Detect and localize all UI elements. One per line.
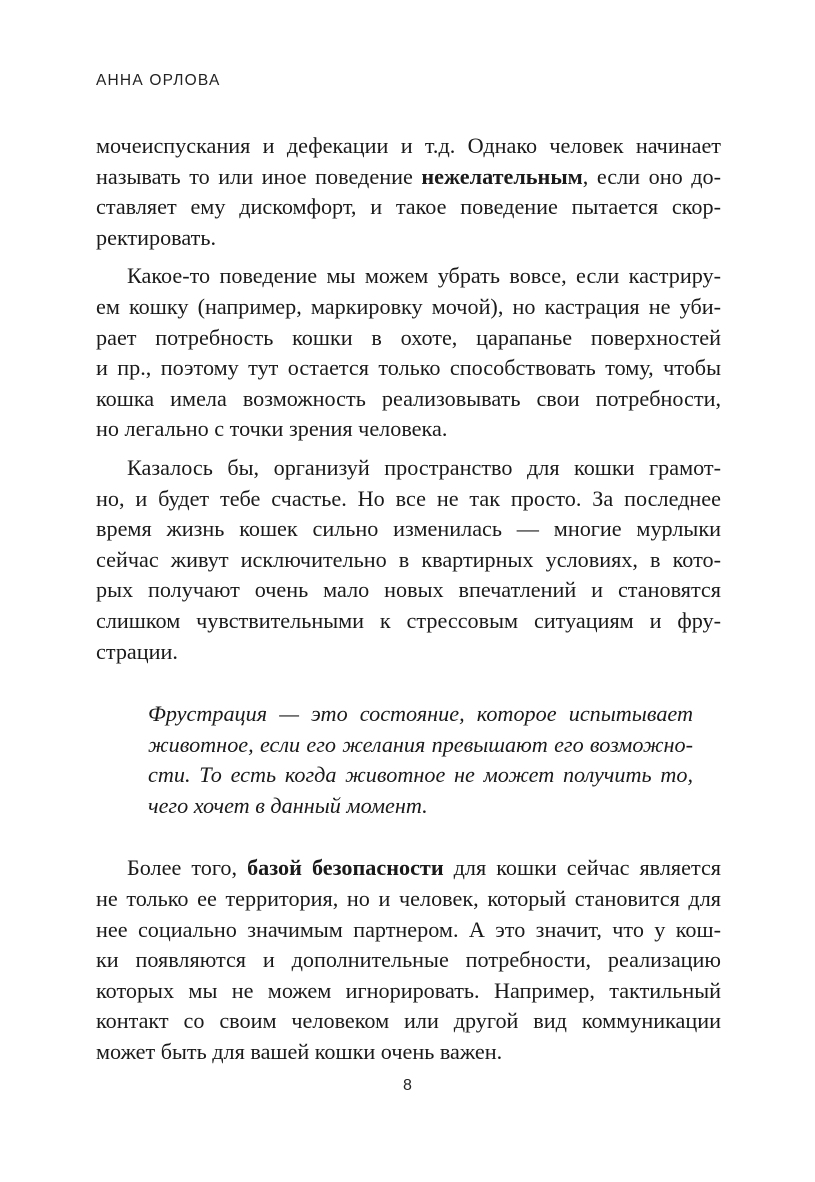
- text-line: [96, 853, 721, 884]
- text-line: может быть для вашей кошки очень важен.: [96, 1039, 503, 1065]
- text-line: [96, 162, 721, 193]
- text-line: время жизнь кошек сильно изменилась — многие мурлыки: [96, 516, 721, 542]
- text-line: которых мы не можем игнорировать. Например, тактильный: [96, 977, 721, 1003]
- text-line: мочеиспускания и дефекации и т.д. Однако человек начинает: [96, 133, 721, 158]
- text-line: нее социально значимым партнером. А это значит, что у кош-: [96, 916, 721, 942]
- emphasis-safety-base: базой безопасности: [247, 855, 444, 881]
- paragraph-3: [96, 453, 721, 667]
- quote-line: чего хочет в данный момент.: [148, 792, 428, 818]
- text-line: ем кошку (например, маркировку мочой), но кастрация не уби-: [96, 293, 721, 319]
- quote-line: животное, если его желания превышают его возможно-: [148, 731, 693, 757]
- text-line: ки появляются и дополнительные потребности, реализацию: [96, 947, 721, 973]
- text-fragment: , если оно до-: [582, 163, 722, 189]
- text-line: кошка имела возможность реализовывать свои потребности,: [96, 385, 721, 411]
- text-line: страции.: [96, 638, 178, 664]
- text-line: ректировать.: [96, 224, 217, 250]
- definition-quote: [148, 699, 693, 821]
- text-line: рых получают очень мало новых впечатлений и становятся: [96, 577, 721, 603]
- page-number: 8: [403, 1077, 412, 1094]
- running-head-author: АННА ОРЛОВА: [96, 72, 221, 89]
- text-line: и пр., поэтому тут остается только способствовать тому, чтобы: [96, 355, 721, 381]
- text-line: слишком чувствительными к стрессовым ситуациям и фру-: [96, 607, 721, 633]
- text-line: но, и будет тебе счастье. Но все не так просто. За последнее: [96, 485, 721, 511]
- text-line: Какое-то поведение мы можем убрать вовсе, если кастриру-: [127, 263, 721, 289]
- emphasis-undesirable: нежелательным: [421, 163, 583, 189]
- body-text: [96, 131, 721, 1068]
- quote-line: Фрустрация — это состояние, которое испытывает: [148, 701, 693, 727]
- paragraph-1: [96, 131, 721, 253]
- quote-line: сти. То есть когда животное не может получить то,: [148, 762, 693, 788]
- text-fragment: Более того,: [127, 855, 248, 881]
- text-line: не только ее территория, но и человек, который становится для: [96, 886, 721, 912]
- paragraph-2: [96, 261, 721, 445]
- text-line: но легально с точки зрения человека.: [96, 416, 448, 442]
- text-fragment: для кошки сейчас является: [443, 855, 722, 881]
- text-line: Казалось бы, организуй пространство для кошки грамот-: [127, 454, 721, 480]
- paragraph-4: [96, 853, 721, 1067]
- text-line: ставляет ему дискомфорт, и такое поведение пытается скор-: [96, 194, 721, 220]
- text-line: рает потребность кошки в охоте, царапанье поверхностей: [96, 324, 721, 350]
- text-line: сейчас живут исключительно в квартирных условиях, в кото-: [96, 546, 721, 572]
- text-fragment: называть то или иное поведение: [96, 163, 422, 189]
- text-line: контакт со своим человеком или другой вид коммуникации: [96, 1008, 721, 1034]
